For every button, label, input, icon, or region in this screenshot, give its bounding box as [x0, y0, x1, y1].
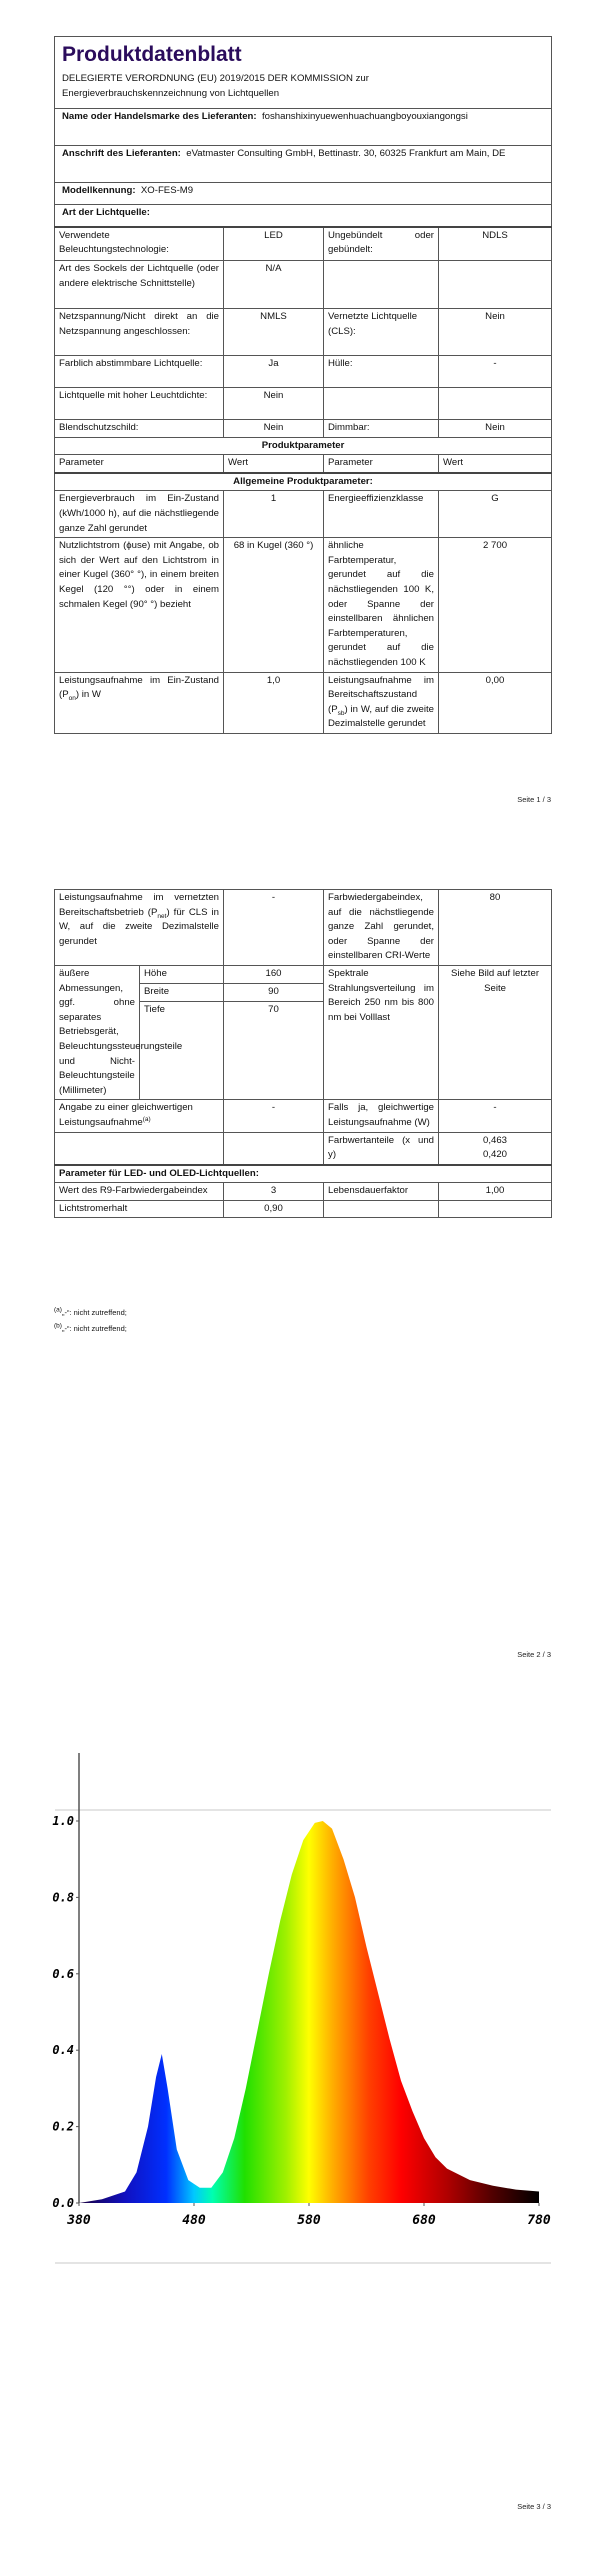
page-number: Seite 2 / 3 — [517, 1650, 551, 1659]
param-value: 80 — [439, 890, 552, 966]
footnotes — [54, 1305, 127, 1337]
page-3 — [0, 1706, 603, 2560]
table-row — [55, 890, 552, 966]
param-label: Farbwiedergabeindex, auf die nächstliegende ganze Zahl gerundet, oder Spanne der einstellbaren CRI-Werte — [324, 890, 439, 966]
param-value: Nein — [439, 420, 552, 438]
footnote-mark: (b) — [54, 1322, 62, 1330]
param-value: 1 — [224, 491, 324, 538]
model-label: Modellkennung: — [62, 185, 136, 196]
param-label — [55, 672, 224, 733]
column-header: Parameter — [55, 455, 224, 473]
x-tick-label: 780 — [527, 2213, 551, 2228]
regulation-text: DELEGIERTE VERORDNUNG (EU) 2019/2015 DER KOMMISSION zur Energieverbrauchskennzeichnung von Lichtquellen — [62, 73, 369, 99]
param-label: Nutzlichtstrom (ϕuse) mit Angabe, ob sich der Wert auf den Lichtstrom in einer Kugel (360° °), in einem breiten Kegel (120 °°) oder in einem schmalen Kegel (90° °) bezieht — [55, 538, 224, 672]
spectrum-area — [79, 1821, 539, 2203]
dimensions-label: äußere Abmessungen, ggf. ohne separates Betriebsgerät, Beleuchtungssteuerungsteile und Nicht-Beleuchtungsteile (Millimeter) — [55, 965, 140, 1099]
page-number: Seite 3 / 3 — [517, 2502, 551, 2511]
general-params-heading: Allgemeine Produktparameter: — [55, 473, 552, 491]
depth-value: 70 — [224, 1001, 324, 1099]
param-value: N/A — [224, 261, 324, 309]
column-header: Wert — [439, 455, 552, 473]
table-row — [55, 261, 552, 309]
param-value: G — [439, 491, 552, 538]
table-row — [55, 1183, 552, 1201]
led-params-heading: Parameter für LED- und OLED-Lichtquellen: — [55, 1165, 552, 1183]
y-tick-label: 0.4 — [52, 2043, 74, 2058]
chroma-x: 0,463 — [483, 1134, 508, 1146]
param-label: Spektrale Strahlungsverteilung im Bereich 250 nm bis 800 nm bei Volllast — [324, 965, 439, 1099]
label-text: ) für CLS in W, auf die zweite Dezimalstelle gerundet — [59, 906, 220, 947]
footnote-ref: (a) — [142, 1115, 151, 1123]
param-value: Ja — [224, 356, 324, 388]
x-tick-label: 680 — [412, 2213, 436, 2228]
param-label: Dimmbar: — [324, 420, 439, 438]
column-header: Parameter — [324, 455, 439, 473]
model-row — [55, 183, 552, 205]
param-value: NMLS — [224, 309, 324, 356]
label-text: ) in W — [75, 689, 101, 701]
table-row — [55, 356, 552, 388]
param-label: Art des Sockels der Lichtquelle (oder andere elektrische Schnittstelle) — [55, 261, 224, 309]
subscript: on — [68, 695, 76, 702]
table-row — [55, 538, 552, 672]
param-value: NDLS — [439, 227, 552, 261]
param-label — [55, 890, 224, 966]
supplier-address-row — [55, 146, 552, 183]
width-value: 90 — [224, 983, 324, 1001]
param-label: Energieeffizienzklasse — [324, 491, 439, 538]
width-label: Breite — [140, 983, 224, 1001]
depth-label: Tiefe — [140, 1001, 224, 1099]
param-label: Hülle: — [324, 356, 439, 388]
table-row — [55, 491, 552, 538]
param-label: Lebensdauerfaktor — [324, 1183, 439, 1201]
param-value: 1,0 — [224, 672, 324, 733]
supplier-address: eVatmaster Consulting GmbH, Bettinastr. 30, 60325 Frankfurt am Main, DE — [186, 148, 506, 159]
product-data-table-page1 — [54, 36, 552, 734]
param-label: Falls ja, gleichwertige Leistungsaufnahme (W) — [324, 1100, 439, 1132]
table-row — [55, 309, 552, 356]
x-tick-label: 480 — [182, 2213, 206, 2228]
param-label: Farblich abstimmbare Lichtquelle: — [55, 356, 224, 388]
param-value: 0,90 — [224, 1200, 324, 1218]
param-label: Farbwertanteile (x und y) — [324, 1132, 439, 1165]
param-label: Ungebündelt oder gebündelt: — [324, 227, 439, 261]
param-label — [324, 388, 439, 420]
x-tick-label: 380 — [67, 2213, 91, 2228]
param-label: Netzspannung/Nicht direkt an die Netzspannung angeschlossen: — [55, 309, 224, 356]
param-value — [439, 261, 552, 309]
y-tick-label: 0.8 — [52, 1890, 74, 1905]
table-row — [55, 1100, 552, 1132]
footnote — [54, 1321, 127, 1337]
column-header: Wert — [224, 455, 324, 473]
y-tick-label: 1.0 — [52, 1814, 74, 1828]
table-row — [55, 1200, 552, 1218]
label-text: Leistungsaufnahme im Ein-Zustand (P — [59, 674, 219, 701]
page-title: Produktdatenblatt — [62, 43, 242, 66]
page-1 — [0, 0, 603, 853]
param-value: 1,00 — [439, 1183, 552, 1201]
param-value: - — [224, 1100, 324, 1132]
param-label: Lichtquelle mit hoher Leuchtdichte: — [55, 388, 224, 420]
product-params-heading: Produktparameter — [55, 437, 552, 455]
y-tick-label: 0.0 — [52, 2196, 74, 2210]
subscript: net — [157, 912, 167, 920]
table-row — [55, 672, 552, 733]
param-label: Wert des R9-Farbwiedergabeindex — [55, 1183, 224, 1201]
table-row — [55, 388, 552, 420]
label-text: ) in W, auf die zweite Dezimalstelle gerundet — [328, 703, 434, 730]
height-label: Höhe — [140, 965, 224, 983]
param-value: LED — [224, 227, 324, 261]
light-source-type-heading: Art der Lichtquelle: — [55, 205, 552, 227]
x-tick-label: 580 — [297, 2213, 321, 2228]
param-value: 0,00 — [439, 672, 552, 733]
supplier-name: foshanshixinyuewenhuachuangboyouxiangongsi — [261, 111, 468, 122]
param-label: Blendschutzschild: — [55, 420, 224, 438]
param-label — [324, 261, 439, 309]
param-value: - — [439, 356, 552, 388]
footnote — [54, 1305, 127, 1321]
table-row — [55, 420, 552, 438]
param-value: 68 in Kugel (360 °) — [224, 538, 324, 672]
footnote-text: „-“: nicht zutreffend; — [61, 1308, 127, 1317]
label-text: Leistungsaufnahme im Bereitschaftszustand (P — [328, 674, 434, 715]
subscript: sb — [337, 709, 345, 717]
table-row — [55, 1132, 552, 1165]
param-value — [439, 1132, 552, 1165]
supplier-name-label: Name oder Handelsmarke des Lieferanten: — [62, 111, 257, 122]
height-value: 160 — [224, 965, 324, 983]
footnote-mark: (a) — [54, 1306, 62, 1314]
param-value: 3 — [224, 1183, 324, 1201]
y-tick-label: 0.2 — [52, 2119, 74, 2134]
label-text: Leistungsaufnahme im vernetzten Bereitschaftsbetrieb (P — [59, 892, 220, 918]
table-row — [55, 965, 552, 983]
model-id: XO-FES-M9 — [140, 185, 194, 196]
param-label — [324, 672, 439, 733]
product-data-table-page2 — [54, 889, 552, 1218]
param-value: - — [439, 1100, 552, 1132]
param-label: Energieverbrauch im Ein-Zustand (kWh/1000 h), auf die nächstliegende ganze Zahl gerundet — [55, 491, 224, 538]
param-value — [439, 388, 552, 420]
param-label: Vernetzte Lichtquelle (CLS): — [324, 309, 439, 356]
table-row — [55, 227, 552, 261]
param-label: Verwendete Beleuchtungstechnologie: — [55, 227, 224, 261]
param-label — [55, 1100, 224, 1132]
spectral-distribution-chart — [0, 1750, 603, 2270]
param-value: Nein — [224, 388, 324, 420]
param-label: ähnliche Farbtemperatur, gerundet auf die nächstliegenden 100 K, oder Spanne der einstellbaren ähnlichen Farbtemperaturen, gerundet auf die nächstliegenden 100 K — [324, 538, 439, 672]
chroma-y: 0,420 — [483, 1149, 508, 1161]
param-label: Lichtstromerhalt — [55, 1200, 224, 1218]
param-value: Nein — [439, 309, 552, 356]
page-number: Seite 1 / 3 — [517, 795, 551, 804]
param-value: Nein — [224, 420, 324, 438]
y-tick-label: 0.6 — [52, 1966, 74, 1981]
param-value: 2 700 — [439, 538, 552, 672]
page-2 — [0, 853, 603, 1706]
header-row — [55, 455, 552, 473]
param-value: Siehe Bild auf letzter Seite — [439, 965, 552, 1099]
supplier-address-label: Anschrift des Lieferanten: — [62, 148, 181, 159]
param-value: - — [224, 890, 324, 966]
supplier-name-row — [55, 109, 552, 146]
label-text: Angabe zu einer gleichwertigen Leistungsaufnahme — [59, 1102, 193, 1128]
footnote-text: „-“: nicht zutreffend; — [61, 1324, 127, 1333]
